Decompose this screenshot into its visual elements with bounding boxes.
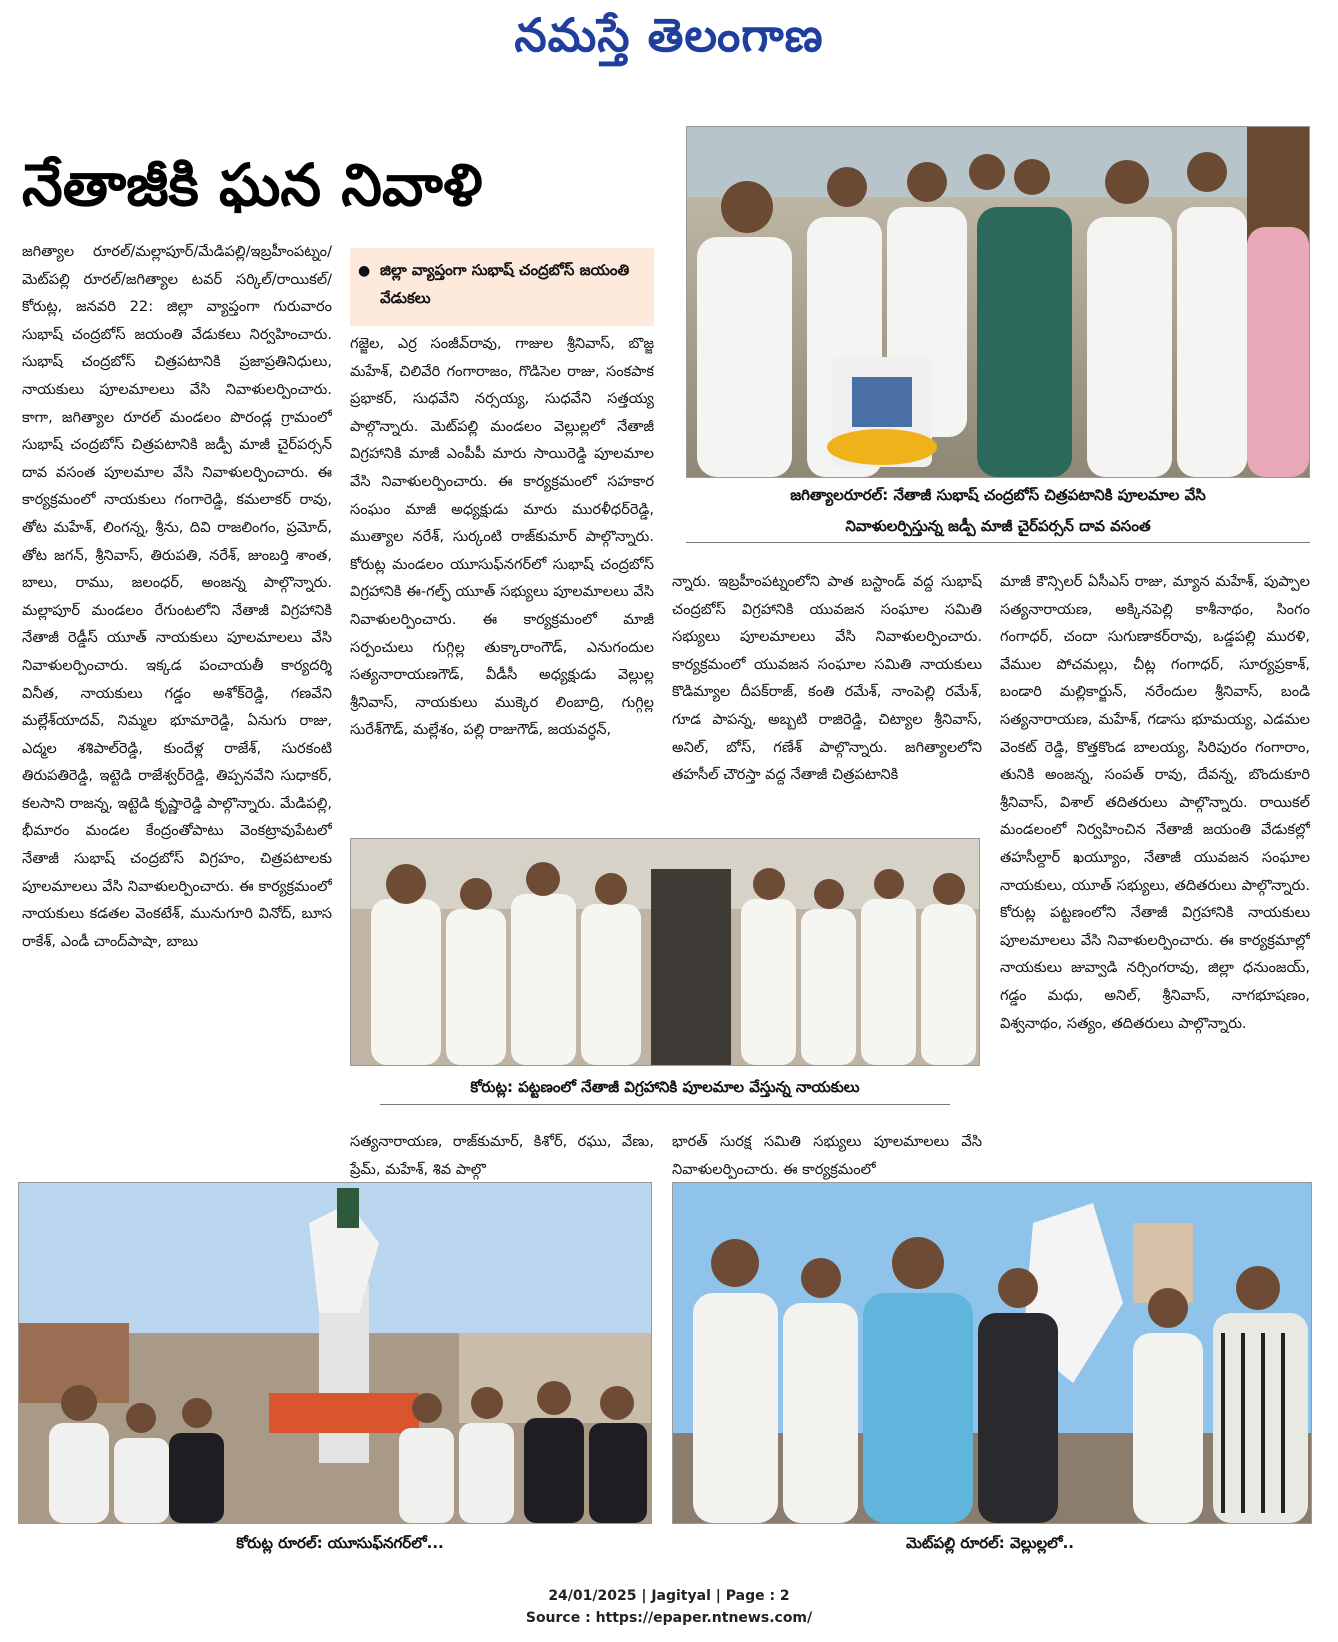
photo-korutla-rural <box>18 1182 652 1524</box>
photo-jagityal-rural-caption-line-2: నివాళులర్పిస్తున్న జడ్పీ మాజీ చైర్‌పర్సన్ దావ వసంత <box>845 517 1151 535</box>
column-3-text: న్నారు. ఇబ్రహీంపట్నంలోని పాత బస్టాండ్ వద్ద సుభాష్ చంద్రబోస్ విగ్రహానికి యువజన సంఘాల సమితి సభ్యులు పూలమాలలు వేసి నివాళులర్పించారు. కార్యక్రమంలో యువజన సంఘాల సమితి నాయకులు కొడిమ్యాల దీపక్‌రాజ్, కంతి రమేశ్, నాంపెల్లి రమేశ్, గూడ పాపన్న, అబ్బటి రాజిరెడ్డి, చిట్యాల శ్రీనివాస్, అనిల్, బోస్, గణేశ్ పాల్గొన్నారు. జగిత్యాలలోని తహసీల్ చౌరస్తా వద్ద నేతాజీ చిత్రపటానికి <box>672 573 982 784</box>
photo-korutla <box>350 838 980 1066</box>
photo-korutla-image <box>351 839 979 1065</box>
photo-korutla-rural-caption: కోరుట్ల రూరల్: యూసుఫ్‌నగర్‌లో... <box>236 1534 444 1552</box>
photo-korutla-caption: కోరుట్ల: పట్టణంలో నేతాజీ విగ్రహానికి పూలమాల వేస్తున్న నాయకులు <box>380 1072 950 1105</box>
column-4-text: మాజీ కౌన్సిలర్ ఏసీఎస్ రాజు, మ్యాన మహేశ్, పుప్పాల సత్యనారాయణ, అక్కినపెల్లి కాశీనాథం, సింగం గంగాధర్, చందా సుగుణాకర్‌రావు, ఒడ్డపల్లి మురళి, వేముల పోచమల్లు, చీట్ల గంగాధర్, సూర్యప్రకాశ్, బండారి మల్లికార్జున్, నరేందుల శ్రీనివాస్, బండి సత్యనారాయణ, మహేశ్, గడాసు భూమయ్య, ఎడమల వెంకట్ రెడ్డి, కొత్తకొండ బాలయ్య, సిరిపురం గంగారాం, తునికి అంజన్న, సంపత్ రావు, దేవన్న, బొందుకూరి శ్రీనివాస్, విశాల్ తదితరులు పాల్గొన్నారు. రాయికల్ మండలంలో నిర్వహించిన నేతాజీ జయంతి వేడుకల్లో తహసీల్దార్ ఖయ్యూం, నేతాజీ యువజన సంఘాల నాయకులు, యూత్ సభ్యులు, తదితరులు పాల్గొన్నారు. కోరుట్ల పట్టణంలోని నేతాజీ విగ్రహానికి నాయకులు పూలమాలలు వేసి నివాళులర్పించారు. ఈ కార్యక్రమాల్లో నాయకులు జువ్వాడి నర్సింగరావు, జిల్లా ధనుంజయ్, గడ్డం మధు, అనిల్, శ్రీనివాస్, నాగభూషణం, విశ్వనాథం, సత్యం, తదితరులు పాల్గొన్నారు. <box>1000 573 1310 1032</box>
footer-source-line: Source : https://epaper.ntnews.com/ <box>525 1610 813 1626</box>
article-subhead: జిల్లా వ్యాప్తంగా సుభాష్ చంద్రబోస్ జయంతి వేడుకలు <box>380 261 630 307</box>
footer-date-line: 24/01/2025 | Jagityal | Page : 2 <box>548 1588 790 1604</box>
photo-jagityal-rural-caption <box>686 480 1310 543</box>
column-1-text: జగిత్యాల రూరల్/మల్లాపూర్/మేడిపల్లి/ఇబ్రహీంపట్నం/మెట్‌పల్లి రూరల్/జగిత్యాల టవర్ సర్కిల్/రాయికల్/కోరుట్ల, జనవరి 22: జిల్లా వ్యాప్తంగా గురువారం సుభాష్ చంద్రబోస్ జయంతి వేడుకలు నిర్వహించారు. సుభాష్ చంద్రబోస్ చిత్రపటానికి ప్రజాప్రతినిధులు, నాయకులు పూలమాలలు వేసి నివాళులర్పించారు. కాగా, జగిత్యాల రూరల్ మండలం పొరండ్ల గ్రామంలో సుభాష్ చంద్రబోస్ చిత్రపటానికి జడ్పీ మాజీ చైర్‌పర్సన్ దావ వసంత పూలమాల వేసి నివాళులర్పించారు. ఈ కార్యక్రమంలో నాయకులు గంగారెడ్డి, కమలాకర్ రావు, తోట మహేశ్, లింగన్న, శ్రీను, దివి రాజలింగం, ప్రమోద్, తోట జగన్, శ్రీనివాస్, తిరుపతి, నరేశ్, జుంబర్తి శాంత, బాలు, రాము, జలంధర్, అంజన్న పాల్గొన్నారు. మల్లాపూర్ మండలం రేగుంటలోని నేతాజీ విగ్రహానికి నేతాజీ రెడ్డీస్ యూత్ నాయకులు పూలమాలలు వేసి నివాళులర్పించారు. ఇక్కడ పంచాయతీ కార్యదర్శి వినీత, నాయకులు గడ్డం అశోక్‌రెడ్డి, గణవేని మల్లేశ్‌యాదవ్, నిమ్మల భూమారెడ్డి, ఏనుగు రాజు, ఎద్మల శశిపాల్‌రెడ్డి, కుందేళ్ల రాజేశ్, సురకంటి తిరుపతిరెడ్డి, ఇట్టెడి రాజేశ్వర్‌రెడ్డి, తిప్పనవేని సుధాకర్, కలసాని రాజన్న, ఇట్టెడి కృష్ణారెడ్డి పాల్గొన్నారు. మేడిపల్లి, భీమారం మండల కేంద్రంతోపాటు వెంకట్రావుపేటలో నేతాజీ సుభాష్ చంద్రబోస్ విగ్రహం, చిత్రపటాలకు పూలమాలలు వేసి నివాళులర్పించారు. ఈ కార్యక్రమంలో నాయకులు కడతల వెంకటేశ్, మునుగూరి వినోద్, బూస రాకేశ్, ఎండీ చాంద్‌పాషా, బాబు <box>22 243 332 950</box>
column-2-text: గజ్జెల, ఎర్ర సంజీవ్‌రావు, గాజుల శ్రీనివాస్, బొజ్జ మహేశ్, చిలివేరి గంగారాజం, గొడిసెల రాజు, సంకపాక ప్రభాకర్, సుధవేని నర్సయ్య, సుధవేని సత్తయ్య పాల్గొన్నారు. మెట్‌పల్లి మండలం వెల్లుల్లలో నేతాజీ విగ్రహానికి మాజీ ఎంపీపీ మారు సాయిరెడ్డి పూలమాల వేసి నివాళులర్పించారు. ఈ కార్యక్రమంలో సహకార సంఘం మాజీ అధ్యక్షుడు మారు మురళీధర్‌రెడ్డి, ముత్యాల నరేశ్, సుర్కంటి రాజ్‌కుమార్ పాల్గొన్నారు. కోరుట్ల మండలం యూసుఫ్‌నగర్‌లో సుభాష్ చంద్రబోస్ విగ్రహానికి ఈ-గల్ఫ్ యూత్ సభ్యులు పూలమాలలు వేసి నివాళులర్పించారు. ఈ కార్యక్రమంలో మాజీ సర్పంచులు గుగ్గిల్ల తుక్కారాంగౌడ్, ఎనుగందుల సత్యనారాయణగౌడ్, వీడీసీ అధ్యక్షుడు వెల్లుల్ల శ్రీనివాస్, నాయకులు ముక్కెర లింబాద్రి, గుగ్గిల్ల సురేశ్‌గౌడ్, మల్లేశం, పల్లి రాజుగౌడ్, జయవర్ధన్, <box>350 335 654 739</box>
article-column-1 <box>22 238 332 1238</box>
photo-metpally-rural-caption: మెట్‌పల్లి రూరల్: వెల్లుల్లలో.. <box>906 1534 1074 1552</box>
article-column-4 <box>1000 568 1310 1188</box>
photo-korutla-rural-image <box>19 1183 651 1523</box>
article-column-3 <box>672 568 982 845</box>
article-column-3-continued <box>672 1128 982 1188</box>
photo-jagityal-rural-caption-line-1: జగిత్యాలరూరల్: నేతాజీ సుభాష్ చంద్రబోస్ చిత్రపటానికి పూలమాల వేసి <box>790 486 1206 504</box>
article-column-2 <box>350 330 654 845</box>
photo-metpally-rural-image <box>673 1183 1311 1523</box>
photo-metpally-rural <box>672 1182 1312 1524</box>
photo-jagityal-rural-image <box>687 127 1309 477</box>
bullet-icon: ● <box>358 263 371 279</box>
column-2-continued-text: సత్యనారాయణ, రాజ్‌కుమార్, కిశోర్, రఘు, వేణు, ప్రేమ్, మహేశ్, శివ పాల్గొ <box>350 1133 654 1178</box>
column-3-continued-text: భారత్ సురక్ష సమితి సభ్యులు పూలమాలలు వేసి నివాళులర్పించారు. ఈ కార్యక్రమంలో <box>672 1133 982 1178</box>
article-headline: నేతాజీకి ఘన నివాళి <box>22 151 483 219</box>
article-column-2-continued <box>350 1128 654 1188</box>
newspaper-masthead: నమస్తే తెలంగాణ <box>514 8 824 62</box>
subhead-box <box>350 248 654 326</box>
photo-jagityal-rural <box>686 126 1310 478</box>
